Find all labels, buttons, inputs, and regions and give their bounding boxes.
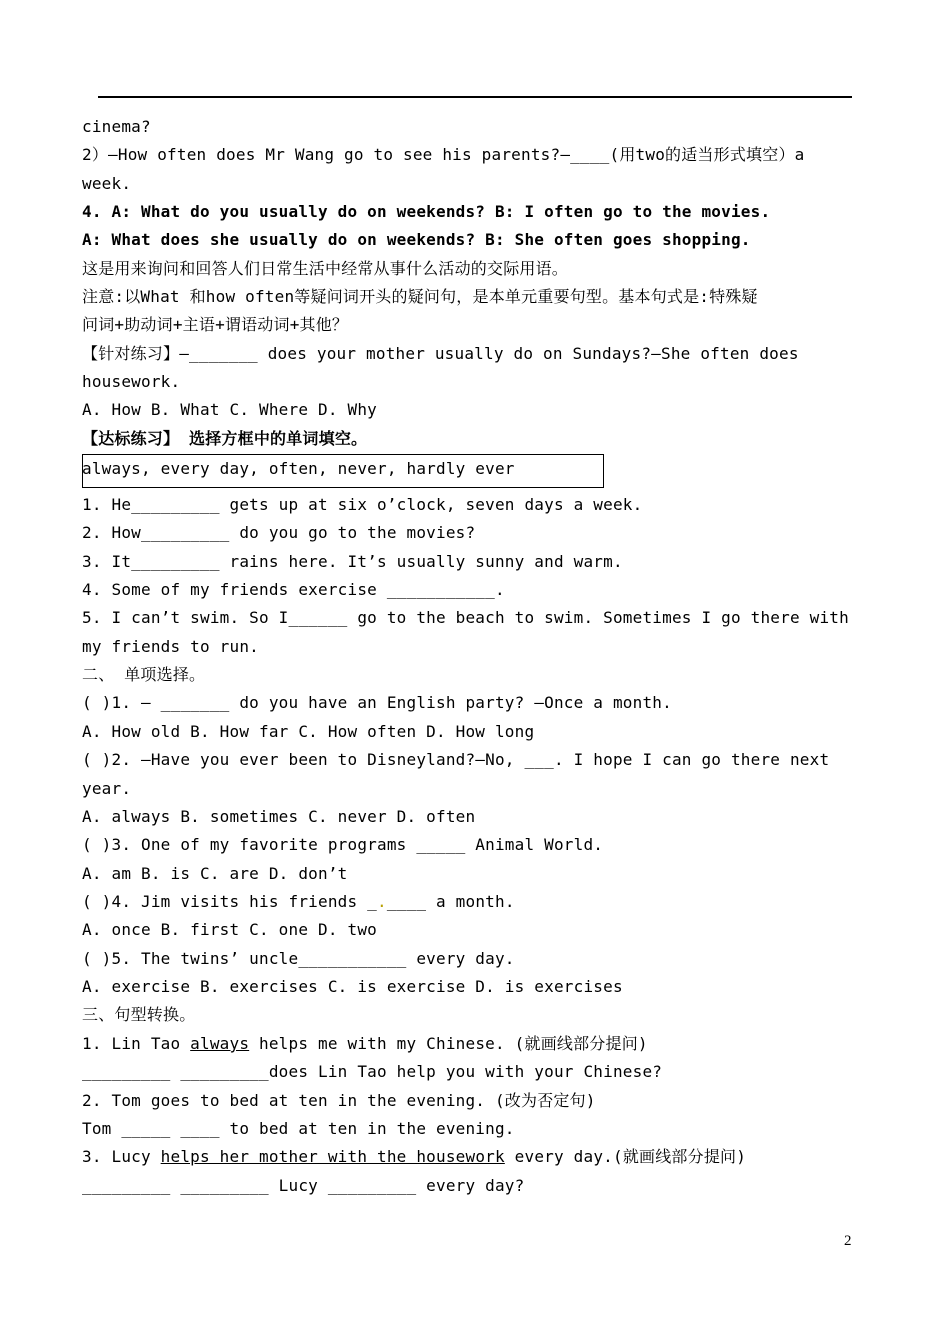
question-line: ( )5. The twins’ uncle___________ every day. xyxy=(82,949,515,968)
options-line: A. How old B. How far C. How often D. How long xyxy=(82,722,535,741)
text-line: 2）—How often does Mr Wang go to see his parents?—____(用two的适当形式填空）a xyxy=(82,145,805,164)
text-line: housework. xyxy=(82,372,181,391)
underlined-text: helps her mother with the housework xyxy=(160,1147,505,1166)
answer-line: _________ _________does Lin Tao help you with your Chinese? xyxy=(82,1062,663,1081)
word-box-text: always, every day, often, never, hardly ever xyxy=(82,459,515,478)
text-segment: every day.(就画线部分提问) xyxy=(504,1147,747,1166)
text-line: 4. A: What do you usually do on weekends? B: I often go to the movies. xyxy=(82,202,771,221)
text-segment: ( )4. Jim visits his friends _ xyxy=(82,892,377,911)
question-line: ( )2. —Have you ever been to Disneyland?—No, ___. I hope I can go there next xyxy=(82,750,830,769)
question-line: year. xyxy=(82,779,132,798)
text-line: week. xyxy=(82,174,132,193)
question-line: 4. Some of my friends exercise ___________. xyxy=(82,580,505,599)
question-line: 3. It_________ rains here. It’s usually sunny and warm. xyxy=(82,552,623,571)
text-line: A: What does she usually do on weekends? B: She often goes shopping. xyxy=(82,230,751,249)
options-line: A. How B. What C. Where D. Why xyxy=(82,400,377,419)
dot-mark: . xyxy=(376,892,387,911)
page-number: 2 xyxy=(844,1233,852,1249)
question-line: ( )1. — _______ do you have an English party? —Once a month. xyxy=(82,693,672,712)
text-line: cinema? xyxy=(82,117,151,136)
text-line: 这是用来询问和回答人们日常生活中经常从事什么活动的交际用语。 xyxy=(82,259,569,278)
section-heading: 【达标练习】 选择方框中的单词填空。 xyxy=(82,429,368,448)
question-line xyxy=(82,1143,857,1171)
text-segment: ____ a month. xyxy=(386,892,515,911)
options-line: A. always B. sometimes C. never D. often xyxy=(82,807,476,826)
text-line: 问词+助动词+主语+谓语动词+其他？ xyxy=(82,315,349,334)
text-segment: 3. Lucy xyxy=(82,1147,161,1166)
text-line: 【针对练习】—_______ does your mother usually do on Sundays?—She often does xyxy=(82,344,799,363)
answer-line: _________ _________ Lucy _________ every day? xyxy=(82,1176,525,1195)
options-line: A. exercise B. exercises C. is exercise D. is exercises xyxy=(82,977,623,996)
options-line: A. once B. first C. one D. two xyxy=(82,920,377,939)
answer-line: Tom _____ ____ to bed at ten in the evening. xyxy=(82,1119,515,1138)
header-rule xyxy=(98,96,852,98)
question-line: 5. I can’t swim. So I______ go to the beach to swim. Sometimes I go there with xyxy=(82,608,849,627)
question-line: 1. He_________ gets up at six o’clock, seven days a week. xyxy=(82,495,643,514)
options-line: A. am B. is C. are D. don’t xyxy=(82,864,348,883)
text-segment: helps me with my Chinese. (就画线部分提问) xyxy=(249,1034,648,1053)
section-heading: 二、 单项选择。 xyxy=(82,665,206,684)
question-line xyxy=(82,888,857,916)
question-line xyxy=(82,1030,857,1058)
question-line: 2. How_________ do you go to the movies? xyxy=(82,523,476,542)
question-line: ( )3. One of my favorite programs _____ Animal World. xyxy=(82,835,604,854)
text-segment: 1. Lin Tao xyxy=(82,1034,191,1053)
question-line: my friends to run. xyxy=(82,637,259,656)
underlined-text: always xyxy=(190,1034,250,1053)
text-line: 注意:以What 和how often等疑问词开头的疑问句，是本单元重要句型。基本句式是:特殊疑 xyxy=(82,287,758,306)
question-line: 2. Tom goes to bed at ten in the evening. (改为否定句) xyxy=(82,1091,596,1110)
section-heading: 三、句型转换。 xyxy=(82,1005,196,1024)
